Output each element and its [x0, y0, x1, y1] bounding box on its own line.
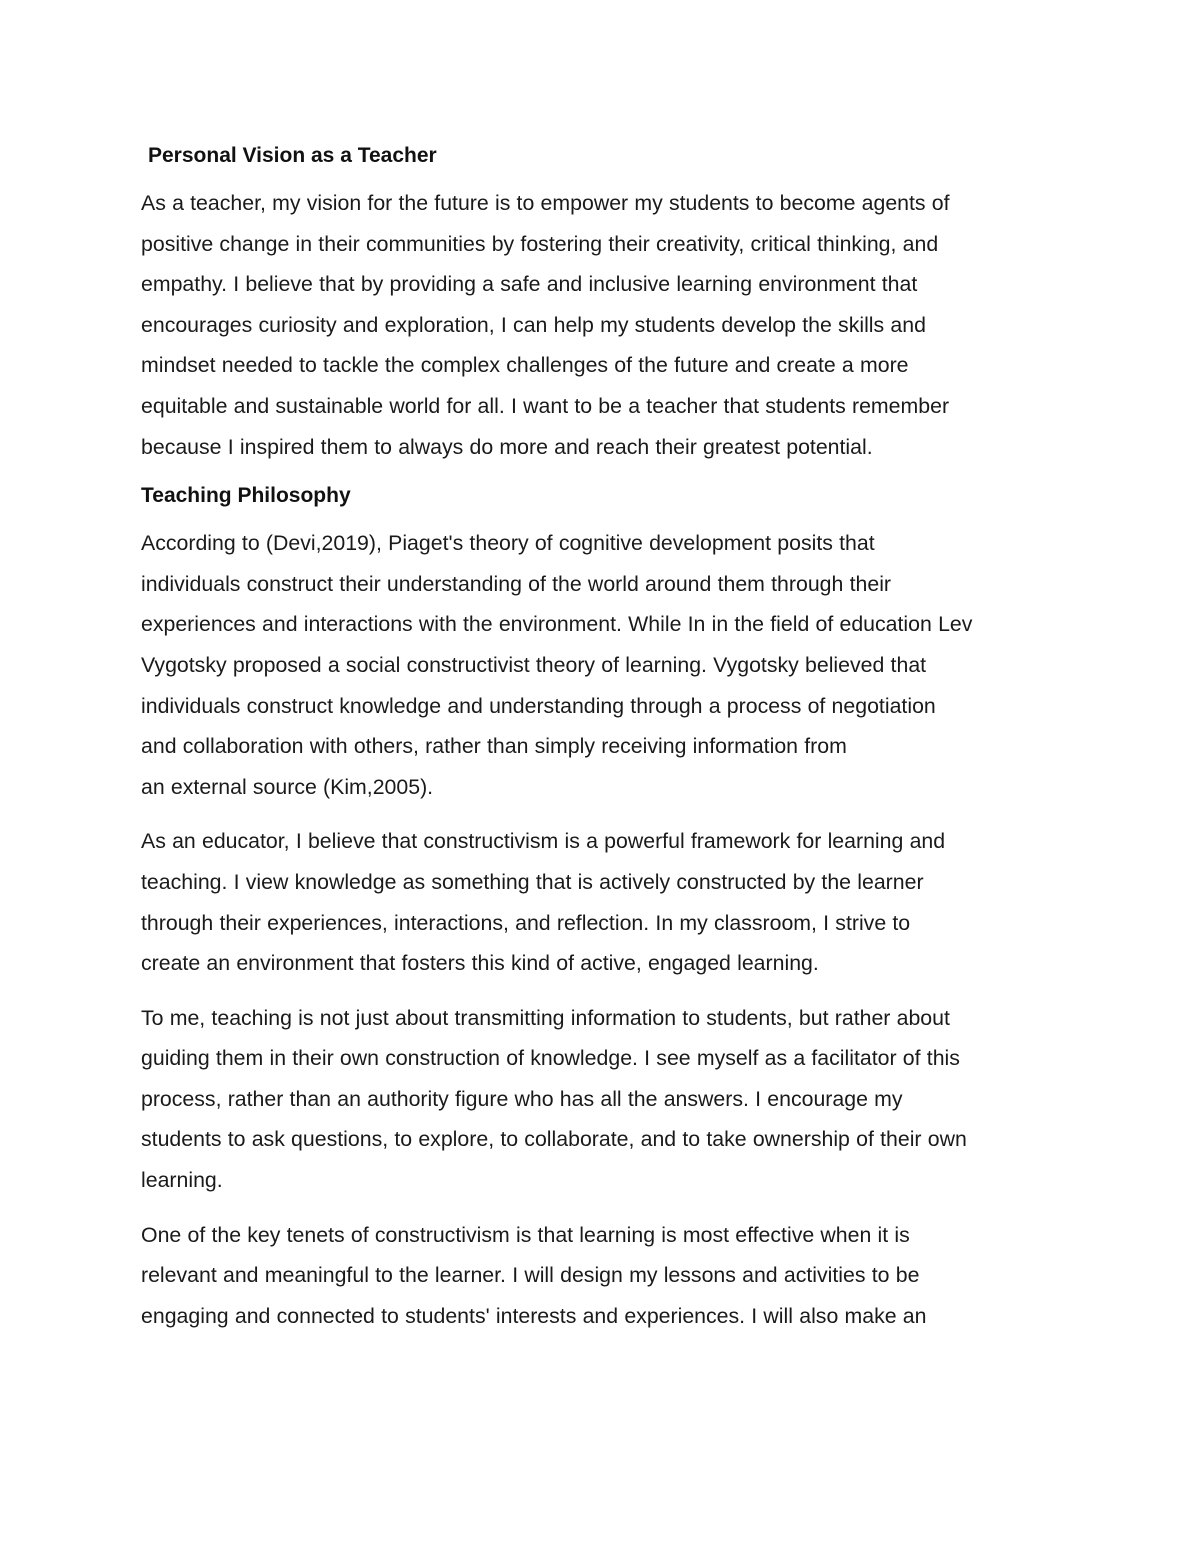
- text-line: empathy. I believe that by providing a safe and inclusive learning environment that: [141, 272, 918, 297]
- text-line: guiding them in their own construction of knowledge. I see myself as a facilitator of this: [141, 1046, 960, 1071]
- paragraph-philosophy-teaching: [141, 998, 1071, 1201]
- text-line: students to ask questions, to explore, to collaborate, and to take ownership of their own: [141, 1127, 967, 1152]
- text-line: According to (Devi,2019), Piaget's theory of cognitive development posits that: [141, 531, 875, 556]
- paragraph-philosophy-educator: [141, 821, 1071, 983]
- text-line: individuals construct their understanding of the world around them through their: [141, 571, 892, 596]
- section-heading-teaching-philosophy: Teaching Philosophy: [141, 484, 351, 508]
- text-line: encourages curiosity and exploration, I can help my students develop the skills and: [141, 312, 926, 337]
- document-body: [141, 141, 1071, 1350]
- text-line: process, rather than an authority figure who has all the answers. I encourage my: [141, 1086, 903, 1111]
- text-line: engaging and connected to students' interests and experiences. I will also make an: [141, 1303, 927, 1328]
- text-line: equitable and sustainable world for all. I want to be a teacher that students remember: [141, 393, 950, 418]
- paragraph-philosophy-tenets: [141, 1215, 1071, 1337]
- text-line: individuals construct knowledge and understanding through a process of negotiation: [141, 693, 936, 718]
- text-line: through their experiences, interactions, and reflection. In my classroom, I strive to: [141, 910, 911, 935]
- text-line: teaching. I view knowledge as something that is actively constructed by the learner: [141, 869, 924, 894]
- text-line: create an environment that fosters this kind of active, engaged learning.: [141, 951, 819, 976]
- text-line: and collaboration with others, rather than simply receiving information from: [141, 734, 847, 759]
- text-line: experiences and interactions with the environment. While In in the field of education Lev: [141, 612, 973, 637]
- text-line: One of the key tenets of constructivism is that learning is most effective when it is: [141, 1222, 910, 1247]
- text-line: mindset needed to tackle the complex challenges of the future and create a more: [141, 353, 909, 378]
- text-line: As an educator, I believe that constructivism is a powerful framework for learning and: [141, 829, 946, 854]
- paragraph-philosophy-theory: [141, 523, 1071, 807]
- text-line: To me, teaching is not just about transmitting information to students, but rather about: [141, 1005, 950, 1030]
- text-line: positive change in their communities by fostering their creativity, critical thinking, and: [141, 231, 939, 256]
- text-line: relevant and meaningful to the learner. I will design my lessons and activities to be: [141, 1263, 920, 1288]
- text-line: an external source (Kim,2005).: [141, 774, 434, 799]
- text-line: because I inspired them to always do more and reach their greatest potential.: [141, 434, 873, 459]
- section-heading-personal-vision: Personal Vision as a Teacher: [148, 144, 437, 167]
- paragraph-vision: [141, 183, 1071, 467]
- text-line: As a teacher, my vision for the future is to empower my students to become agents of: [141, 191, 950, 215]
- text-line: Vygotsky proposed a social constructivist theory of learning. Vygotsky believed that: [141, 652, 927, 677]
- text-line: learning.: [141, 1168, 223, 1193]
